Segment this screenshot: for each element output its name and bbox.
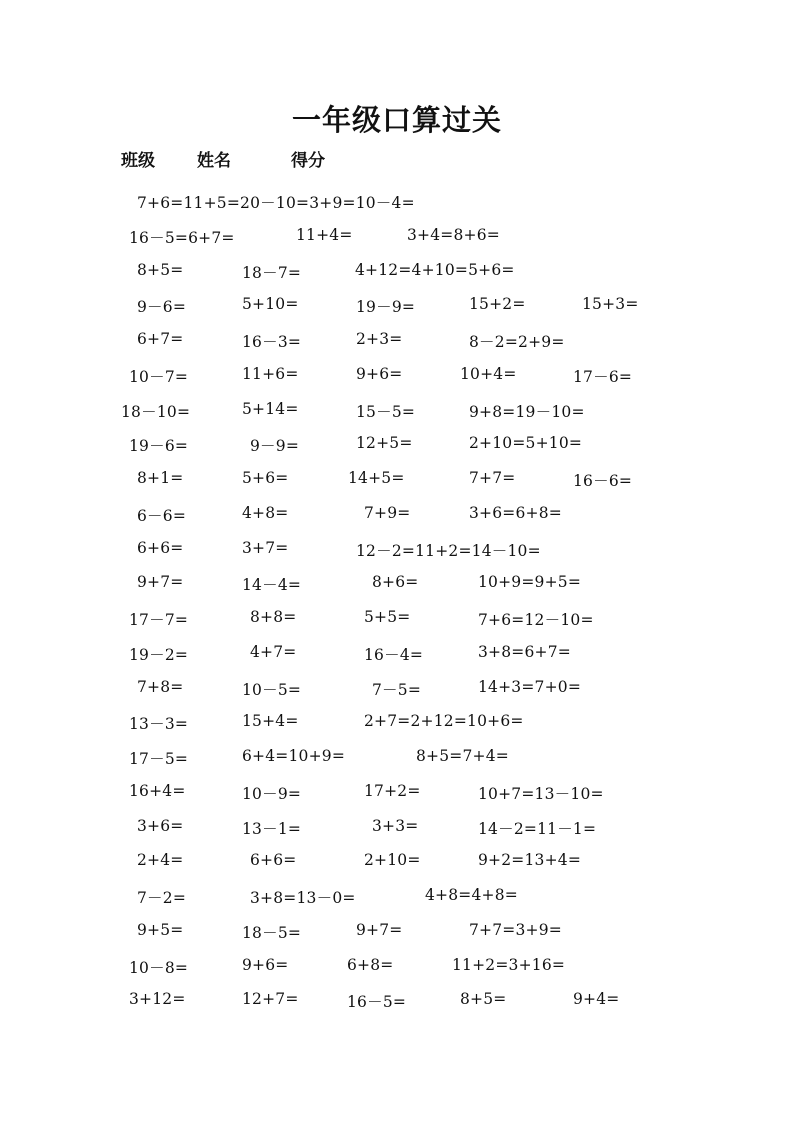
- math-problem: 4+7=: [250, 642, 297, 661]
- math-problem: 16+4=: [129, 781, 186, 800]
- math-problem: 19－6=: [129, 437, 189, 456]
- math-problem: 12+5=: [356, 434, 413, 453]
- math-problem: 9－9=: [250, 437, 300, 456]
- math-problem: 2+7=2+12=10+6=: [364, 712, 524, 731]
- math-problem: 9+4=: [573, 990, 620, 1009]
- math-problem: 16－3=: [242, 333, 302, 351]
- math-problem: 9+6=: [356, 364, 403, 383]
- math-problem: 10－8=: [129, 958, 189, 977]
- math-problem: 18－5=: [242, 923, 302, 942]
- math-problem: 16－6=: [573, 472, 633, 490]
- math-problem: 8－2=2+9=: [469, 333, 565, 351]
- math-problem: 14－2=11－1=: [478, 819, 597, 838]
- math-problem: 7－2=: [137, 889, 187, 907]
- math-problem: 16－5=: [347, 993, 407, 1012]
- math-problem: 7+9=: [364, 503, 411, 522]
- math-problem: 3+7=: [242, 538, 289, 557]
- math-problem: 3+6=: [137, 816, 184, 835]
- math-problem: 7+7=: [469, 469, 516, 487]
- math-problem: 6－6=: [137, 506, 187, 525]
- math-problem: 14+5=: [348, 469, 405, 487]
- math-problem: 12－2=11+2=14－10=: [356, 541, 541, 560]
- math-problem: 4+8=: [242, 503, 289, 522]
- math-problem: 11+6=: [242, 364, 299, 383]
- math-problem: 13－1=: [242, 819, 302, 838]
- math-problem: 7+8=: [137, 677, 184, 696]
- math-problem: 16－4=: [364, 645, 424, 664]
- math-problem: 9+7=: [137, 573, 184, 592]
- math-problem: 6+6=: [137, 538, 184, 557]
- math-problem: 2+3=: [356, 330, 403, 348]
- math-problem: 12+7=: [242, 990, 299, 1009]
- math-problem: 9+6=: [242, 955, 289, 974]
- math-problem: 11+4=: [296, 225, 353, 244]
- math-problem: 17－6=: [573, 367, 633, 386]
- math-problem: 5+5=: [364, 608, 411, 626]
- math-problem: 10+7=13－10=: [478, 784, 604, 803]
- math-problem: 9+5=: [137, 920, 184, 939]
- math-problem: 3+4=8+6=: [407, 225, 500, 244]
- math-problem: 15－5=: [356, 402, 416, 421]
- math-problem: 14－4=: [242, 576, 302, 595]
- math-problem: 9+8=19－10=: [469, 402, 585, 421]
- math-problem: 3+8=13－0=: [250, 889, 356, 907]
- math-problem: 11+2=3+16=: [452, 955, 566, 974]
- math-problem: 13－3=: [129, 715, 189, 734]
- math-problem: 17－5=: [129, 750, 189, 768]
- math-problem: 6+4=10+9=: [242, 747, 346, 765]
- math-problem: 17+2=: [364, 781, 421, 800]
- math-problem: 4+8=4+8=: [425, 886, 518, 904]
- math-problem: 10－5=: [242, 680, 302, 699]
- class-label: 班级: [121, 151, 155, 171]
- math-problem: 6+8=: [347, 955, 394, 974]
- math-problem: 17－7=: [129, 611, 189, 629]
- math-problem: 7+7=3+9=: [469, 920, 562, 939]
- math-problem: 9－6=: [137, 298, 187, 317]
- math-problem: 3+6=6+8=: [469, 503, 562, 522]
- math-problem: 2+4=: [137, 851, 184, 870]
- math-problem: 8+5=7+4=: [416, 747, 509, 765]
- math-problem: 15+4=: [242, 712, 299, 731]
- math-problem: 7+6=11+5=20－10=3+9=10－4=: [137, 194, 415, 212]
- math-problem: 16－5=6+7=: [129, 228, 235, 247]
- math-problem: 5+10=: [242, 295, 299, 314]
- math-problem: 2+10=: [364, 851, 421, 870]
- math-problem: 19－9=: [356, 298, 416, 317]
- math-problem: 5+14=: [242, 399, 299, 418]
- math-problem: 10－9=: [242, 784, 302, 803]
- math-problem: 2+10=5+10=: [469, 434, 583, 453]
- math-problem: 4+12=4+10=5+6=: [355, 260, 515, 279]
- math-problem: 8+5=: [137, 260, 184, 279]
- math-problem: 3+12=: [129, 990, 186, 1009]
- math-problem: 6+6=: [250, 851, 297, 870]
- math-problem: 7+6=12－10=: [478, 611, 594, 629]
- name-label: 姓名: [197, 151, 231, 171]
- math-problem: 15+2=: [469, 295, 526, 314]
- math-problem: 19－2=: [129, 645, 189, 664]
- math-problem: 8+5=: [460, 990, 507, 1009]
- math-problem: 6+7=: [137, 330, 184, 348]
- math-problem: 18－7=: [242, 263, 302, 282]
- math-problem: 5+6=: [242, 469, 289, 487]
- math-problem: 8+1=: [137, 469, 184, 487]
- math-problem: 8+8=: [250, 608, 297, 626]
- math-problem: 9+7=: [356, 920, 403, 939]
- worksheet-title: 一年级口算过关: [291, 103, 502, 137]
- math-problem: 14+3=7+0=: [478, 677, 582, 696]
- math-problem: 15+3=: [582, 295, 639, 314]
- math-problem: 10+4=: [460, 364, 517, 383]
- math-problem: 10+9=9+5=: [478, 573, 582, 592]
- math-problem: 3+8=6+7=: [478, 642, 571, 661]
- math-problem: 10－7=: [129, 367, 189, 386]
- math-problem: 3+3=: [372, 816, 419, 835]
- math-problem: 8+6=: [372, 573, 419, 592]
- math-problem: 9+2=13+4=: [478, 851, 582, 870]
- math-problem: 7－5=: [372, 680, 422, 699]
- score-label: 得分: [291, 151, 325, 171]
- math-problem: 18－10=: [121, 402, 191, 421]
